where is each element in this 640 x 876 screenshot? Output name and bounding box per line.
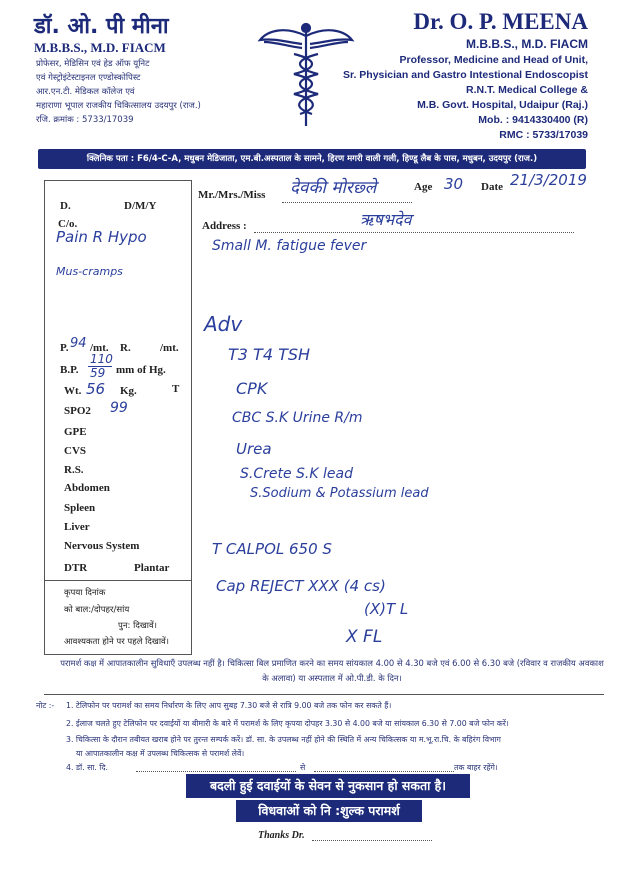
patient-name-line (282, 202, 412, 203)
bp-unit: mm of Hg. (116, 364, 166, 376)
clinic-address-banner: क्लिनिक पता : F6/4-C-A, मधुबन मेडिजाता, एम.बी.अस्पताल के सामने, हिरण मगरी वाली गली, हिण्डू लैब के पास, मधुबन, उदयपुर (राज.) (38, 149, 586, 169)
english-line-4: M.B. Govt. Hospital, Udaipur (Raj.) (417, 99, 588, 111)
rx-complaint: Small M. fatigue fever (212, 238, 367, 254)
rx-line-8: Cap REJECT XXX (4 cs) (216, 577, 386, 595)
thanks-label: Thanks Dr. (258, 830, 305, 841)
note-2: 2. ईलाज चलते हुए टेलिफोन पर दवाईयों या बीमारी के बारे में परामर्श के लिए कृपया दोपहर 3.30 से 4.00 बजे या सांयकाल 6.30 से 7.00 बजे फोन करें। (66, 719, 509, 728)
exam-nervous-system: Nervous System (64, 540, 140, 552)
english-line-6: RMC : 5733/17039 (499, 129, 588, 141)
exam-abdomen: Abdomen (64, 482, 110, 494)
hindi-line-2: एवं गेस्ट्रोइंटेस्टाइनल एण्डोस्कोपिस्ट (36, 73, 141, 83)
doctor-name-hindi: डॉ. ओ. पी मीना (34, 14, 169, 39)
address-value: ऋषभदेव (360, 210, 412, 229)
spo2-label: SPO2 (64, 405, 91, 417)
rx-line-6: S.Sodium & Potassium lead (250, 486, 429, 501)
age-label: Age (414, 181, 433, 193)
english-line-1: Professor, Medicine and Head of Unit, (399, 54, 588, 66)
followup-line-4: आवश्यकता होने पर पहले दिखावें। (64, 637, 169, 647)
degrees-english: M.B.B.S., M.D. FIACM (466, 37, 588, 51)
hindi-line-5: रजि. क्रमांक : 5733/17039 (36, 115, 134, 125)
warning-banner: बदली हुई दवाईयों के सेवन से नुकसान हो सकता है। (186, 774, 470, 798)
rx-line-10: X FL (346, 627, 383, 647)
examination-box (44, 180, 192, 655)
co-label: C/o. (58, 218, 78, 230)
english-line-3: R.N.T. Medical College & (466, 84, 588, 96)
note-4-line-a (136, 771, 296, 772)
notes-divider (44, 694, 604, 695)
exam-spleen: Spleen (64, 502, 96, 514)
dmy-label: D/M/Y (124, 200, 157, 212)
rx-line-1: T3 T4 TSH (228, 345, 311, 364)
rx-adv: Adv (204, 312, 243, 336)
note-3: 3. चिकित्सा के दौरान तबीयत खराब होने पर तुरन्त सम्पर्क करें। डॉ. सा. के उपलब्ध नहीं होने की स्थिति में अन्य चिकित्सक या म.भू.रा.चि. के बहिरंग विभाग (66, 735, 501, 744)
wt-value: 56 (86, 380, 106, 398)
date-label: Date (481, 181, 503, 193)
exam-gpe: GPE (64, 426, 87, 438)
followup-line-3: पुन: दिखावें। (118, 621, 157, 631)
age-value: 30 (444, 175, 464, 193)
note-4-end: तक बाहर रहेंगे। (454, 763, 498, 772)
free-consult-banner: विधवाओं को नि :शुल्क परामर्श (236, 800, 422, 822)
rx-line-3: CBC S.K Urine R/m (232, 410, 363, 426)
co-value: Pain R Hypo (56, 228, 147, 246)
r-label: R. (120, 342, 131, 354)
pulse-value: 94 (70, 336, 87, 351)
pulse-unit: /mt. (90, 342, 109, 354)
r-unit: /mt. (160, 342, 179, 354)
t-label: T (172, 383, 180, 395)
rx-line-4: Urea (236, 440, 272, 458)
english-line-5: Mob. : 9414330400 (R) (478, 114, 588, 126)
wt-label: Wt. (64, 385, 82, 397)
note-4: 4. डॉ. सा. दि. (66, 763, 108, 772)
doctor-name-english: Dr. O. P. MEENA (413, 9, 588, 34)
plantar-label: Plantar (134, 562, 170, 574)
patient-name-label: Mr./Mrs./Miss (198, 189, 266, 201)
d-label: D. (60, 200, 71, 212)
exam-liver: Liver (64, 521, 90, 533)
note-3b: या आपातकालीन कक्ष में उपलब्ध चिकित्सक से परामर्श लेवें। (76, 749, 245, 758)
degrees-hindi-side: M.B.B.S., M.D. FIACM (34, 40, 166, 55)
followup-line-1: कृपया दिनांक (64, 588, 106, 598)
rx-line-7: T CALPOL 650 S (212, 540, 332, 558)
consult-note: परामर्श कक्ष में आपातकालीन सुविधाएँ उपलब्ध नहीं है। चिकित्सा बिल प्रमाणित करने का समय सांयकाल 4.00 से 4.30 बजे एवं 6.00 से 6.30 बजे (रविवार व राजकीय अवकाश के अलावा) या अस्पताल में ओ.पी.डी. के दिन। (60, 658, 604, 683)
bp-diastolic: 59 (90, 366, 106, 380)
english-line-2: Sr. Physician and Gastro Intestional Endoscopist (342, 69, 588, 81)
followup-line-2: को बाल:/दोपहर/सांय (64, 605, 130, 615)
wt-unit: Kg. (120, 385, 137, 397)
hindi-line-4: महाराणा भूपाल राजकीय चिकित्सालय उदयपुर (राज.) (36, 101, 201, 111)
exam-rs: R.S. (64, 464, 84, 476)
caduceus-icon (256, 20, 356, 130)
note-4-se: से (300, 763, 306, 772)
pulse-label: P. (60, 342, 69, 354)
rx-line-2: CPK (236, 379, 268, 398)
bp-label: B.P. (60, 364, 79, 376)
note-1: 1. टेलिफोन पर परामर्श का समय निर्धारण के लिए आप सुबह 7.30 बजे से रात्रि 9.00 बजे तक फोन कर सकते हैं। (66, 701, 392, 710)
address-line (254, 232, 574, 233)
notes-prefix: नोट :- (36, 701, 55, 710)
bp-systolic: 110 (90, 352, 113, 366)
rx-line-9: (X)T L (364, 600, 409, 618)
address-label: Address : (202, 220, 247, 232)
hindi-line-3: आर.एन.टी. मेडिकल कॉलेज एवं (36, 87, 135, 97)
exam-cvs: CVS (64, 445, 87, 457)
hand-line-2: Mus-cramps (56, 265, 123, 278)
thanks-line (312, 840, 432, 841)
date-value: 21/3/2019 (510, 171, 587, 189)
rx-line-5: S.Crete S.K lead (240, 466, 353, 482)
dtr-label: DTR (64, 562, 88, 574)
note-4-line-b (314, 771, 454, 772)
patient-name-value: देवकी मोरछ्ले (290, 178, 377, 198)
spo2-value: 99 (110, 400, 128, 416)
hindi-line-1: प्रोफेसर, मेडिसिन एवं हेड ऑफ यूनिट (36, 59, 150, 69)
followup-divider (44, 580, 192, 581)
